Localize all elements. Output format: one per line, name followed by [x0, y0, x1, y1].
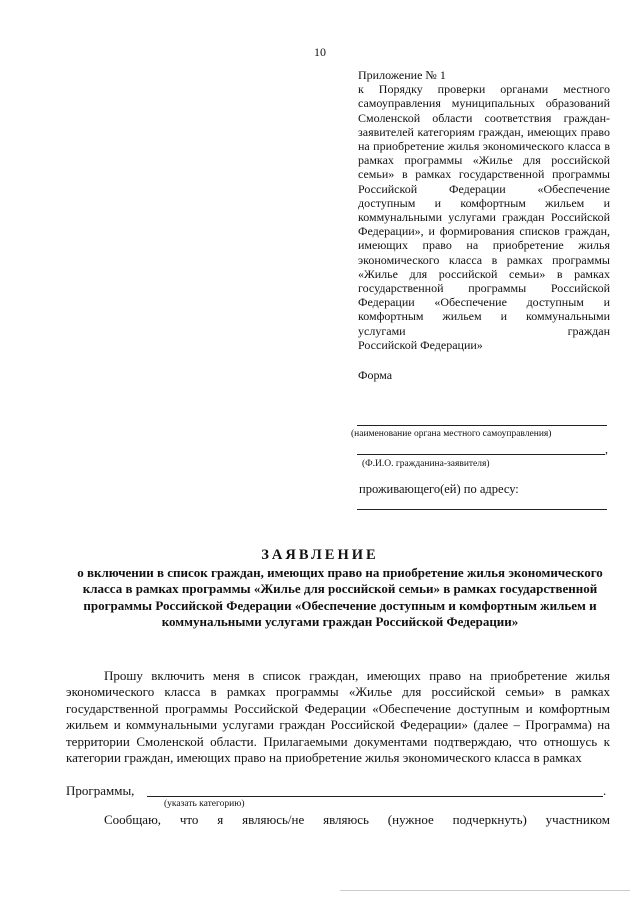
category-field[interactable] — [147, 783, 603, 797]
address-field[interactable] — [357, 497, 607, 510]
applicant-name-comma: , — [605, 442, 608, 456]
page-number: 10 — [314, 45, 326, 59]
document-heading: ЗАЯВЛЕНИЕ — [261, 547, 379, 563]
participation-paragraph — [66, 812, 610, 828]
body-paragraph-text: Прошу включить меня в список граждан, имеющих право на приобретение жилья экономического класса в рамках программы «Жилье для российской семьи» в рамках государственной программы Российской Федерации «Обеспечение доступным и комфортным жильем и коммунальными услугами граждан Российской Федерации» (далее – Программа) на территории Смоленской области. Прилагаемыми документами подтверждаю, что отношусь к категории граждан, имеющих право на приобретение жилья экономического класса в рамках — [66, 668, 610, 766]
address-label: проживающего(ей) по адресу: — [359, 482, 519, 496]
participation-text: Сообщаю, что я являюсь/не являюсь (нужное подчеркнуть) участником — [104, 812, 610, 827]
bottom-rule — [340, 890, 630, 891]
category-dot: . — [603, 783, 607, 798]
appendix-text: к Порядку проверки органами местного самоуправления муниципальных образований Смоленской области соответствия граждан-заявителей категориям граждан, имеющих право на приобретение жилья экономического класса в рамках программы «Жилье для российской семьи» в рамках государственной программы Российской Федерации «Обеспечение доступным и комфортным жильем и коммунальными услугами граждан Российской Федерации», и формирования списков граждан, имеющих право на приобретение жилья экономического класса в рамках программы «Жилье для российской семьи» в рамках государственной программы Российской Федерации «Обеспечение доступным и комфортным жильем и коммунальными услугами граждан — [358, 82, 610, 338]
program-label: Программы, — [66, 783, 135, 798]
appendix-block — [358, 68, 610, 382]
form-label: Форма — [358, 368, 393, 383]
organ-name-field[interactable] — [357, 413, 607, 426]
document-subheading: о включении в список граждан, имеющих право на приобретение жилья экономического класса в рамках программы «Жилье для российской семьи» в рамках государственной программы Российской Федерации «Обеспечение доступным и комфортным жильем и коммунальными услугами граждан Российской Федерации» — [77, 565, 603, 630]
applicant-name-field[interactable] — [357, 442, 605, 455]
organ-name-caption: (наименование органа местного самоуправления) — [351, 429, 552, 439]
appendix-text-last: Российской Федерации» — [358, 337, 483, 352]
category-caption: (указать категорию) — [164, 799, 245, 809]
appendix-title: Приложение № 1 — [358, 68, 446, 82]
applicant-name-caption: (Ф.И.О. гражданина-заявителя) — [362, 459, 490, 469]
body-paragraph — [66, 668, 610, 766]
